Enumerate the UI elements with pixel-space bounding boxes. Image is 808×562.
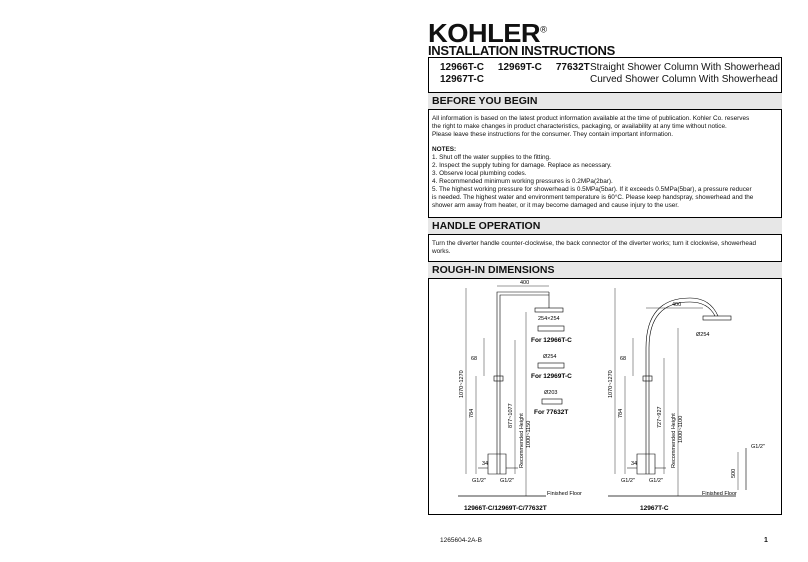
model-number: 12966T-C	[440, 62, 484, 73]
tube-range-label: 877~1077	[508, 403, 514, 428]
text-line: Turn the diverter handle counter-clockwise, the back connector of the diverter works; turn it clockwise, showerhead	[432, 240, 757, 247]
base-label: 34	[482, 461, 489, 467]
recommended-value: 1000~1100	[678, 415, 684, 443]
note-item: 2. Inspect the supply tubing for damage. Replace as necessary.	[432, 162, 612, 169]
head-square-label: 254×254	[538, 316, 560, 322]
model-number: 77632T	[555, 62, 590, 73]
for-model-label: For 12966T-C	[531, 337, 572, 344]
thread-label: G1/2"	[751, 444, 765, 450]
note-item: 5. The highest working pressure for showerhead is 0.5MPa(5bar). If it exceeds 0.5MPa(5bar), a pressure reducer	[432, 186, 752, 193]
gap-label: 68	[620, 356, 627, 362]
for-model-label: For 12969T-C	[531, 373, 572, 380]
document-title: INSTALLATION INSTRUCTIONS	[428, 43, 616, 58]
registered-mark: ®	[540, 24, 547, 35]
diverter-left	[494, 376, 503, 381]
showerhead-left	[535, 308, 563, 312]
note-item: shower arm away from heater, or it may become damaged and cause injury to the user.	[432, 202, 679, 209]
shower-column-right	[646, 298, 718, 474]
model-number: 12967T-C	[440, 74, 484, 85]
model-numbers	[440, 62, 604, 86]
thread-label: G1/2"	[472, 478, 486, 484]
model-description: Straight Shower Column With Showerhead	[590, 62, 781, 73]
arm-length-label: 400	[520, 280, 530, 286]
section-heading: ROUGH-IN DIMENSIONS	[432, 264, 555, 276]
brand-name: KOHLER	[428, 18, 541, 48]
recommended-label: Recommended Height	[671, 413, 677, 468]
showerhead-right	[703, 316, 731, 320]
recommended-value: 1000~1150	[526, 420, 532, 448]
hose-length-label: 500	[731, 468, 737, 478]
total-height-label: 1070~1270	[459, 370, 465, 398]
thread-label: G1/2"	[621, 478, 635, 484]
text-line: works.	[432, 248, 451, 255]
total-height-label: 1070~1270	[608, 370, 614, 398]
before-body	[432, 115, 776, 210]
notes-title: NOTES:	[432, 146, 457, 153]
section-before-you-begin	[428, 92, 782, 110]
head-dia-label: Ø254	[696, 332, 710, 338]
note-item: 3. Observe local plumbing codes.	[432, 170, 527, 177]
floor-label: Finished Floor	[547, 491, 582, 497]
base-label: 34	[631, 461, 638, 467]
diagram-caption: 12966T-C/12969T-C/77632T	[464, 505, 547, 512]
diverter-right	[643, 376, 652, 381]
section-handle-operation	[428, 217, 782, 235]
text-line: All information is based on the latest product information available at the time of publication. Kohler Co. reserves	[432, 115, 750, 122]
thread-label: G1/2"	[649, 478, 663, 484]
head-variant-2	[538, 363, 564, 368]
head-dia-label: Ø203	[544, 390, 558, 396]
floor-label: Finished Floor	[702, 491, 737, 497]
head-variant-1	[538, 326, 564, 331]
note-item: 1. Shut off the water supplies to the fitting.	[432, 154, 551, 161]
head-dia-label: Ø254	[543, 354, 557, 360]
head-variant-3	[542, 399, 562, 404]
rough-in-diagram	[428, 278, 782, 514]
note-item: is needed. The highest water and environment temperature is 60°C. Please keep handspray, showerhead and the	[432, 194, 754, 201]
note-item: 4. Recommended minimum working pressures is 0.2MPa(2bar).	[432, 178, 613, 185]
text-line: the right to make changes in product characteristics, packaging, or availability at any time without notice.	[432, 123, 727, 130]
gap-label: 68	[471, 356, 478, 362]
page-number: 1	[764, 537, 768, 544]
for-model-label: For 77632T	[534, 409, 569, 416]
model-descriptions	[590, 62, 780, 86]
lower-height-label: 784	[469, 408, 475, 418]
arm-length-label: 400	[672, 302, 682, 308]
model-number: 12969T-C	[497, 62, 542, 73]
document-code: 1265604-2A-B	[440, 537, 482, 544]
section-heading: BEFORE YOU BEGIN	[432, 95, 538, 107]
tube-range-label: 727~927	[657, 406, 663, 428]
section-heading: HANDLE OPERATION	[432, 220, 541, 232]
text-line: Please leave these instructions for the consumer. They contain important information.	[432, 131, 674, 138]
section-rough-in	[428, 261, 782, 279]
diagram-caption: 12967T-C	[640, 505, 669, 512]
thread-label: G1/2"	[500, 478, 514, 484]
handle-body	[432, 240, 776, 256]
lower-height-label: 784	[618, 408, 624, 418]
recommended-label: Recommended Height	[519, 413, 525, 468]
model-description: Curved Shower Column With Showerhead	[590, 74, 778, 85]
